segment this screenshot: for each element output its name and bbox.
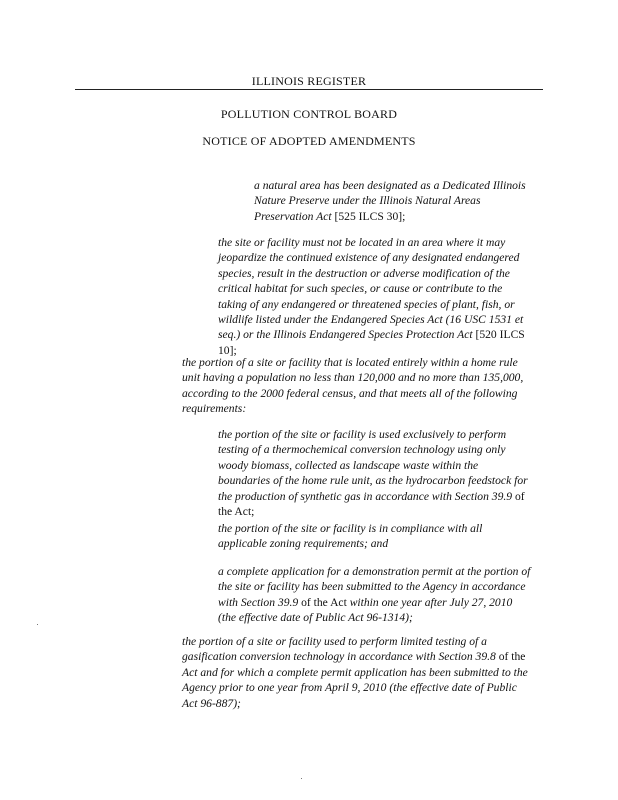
paragraph-zoning xyxy=(218,521,482,552)
text-run: the site or facility has been submitted to the Agency in accordance xyxy=(218,580,526,594)
text-run: unit having a population no less than 120,000 and no more than 135,000, xyxy=(182,371,524,385)
text-run: seq.) or the Illinois Endangered Species Protection Act xyxy=(218,328,473,342)
text-run: Act and for which a complete permit application has been submitted to the xyxy=(182,665,528,679)
text-line xyxy=(218,327,525,342)
text-line xyxy=(218,504,528,519)
text-line xyxy=(254,178,526,193)
text-line xyxy=(218,564,530,579)
register-title: ILLINOIS REGISTER xyxy=(251,74,367,88)
text-line xyxy=(218,473,528,488)
text-run: 10]; xyxy=(218,343,237,357)
text-line xyxy=(182,665,528,680)
text-line xyxy=(218,521,482,536)
text-run: within one year after July 27, 2010 xyxy=(349,595,513,609)
notice-title: NOTICE OF ADOPTED AMENDMENTS xyxy=(202,134,416,148)
text-run: of the Act xyxy=(298,595,350,609)
text-run: the portion of the site or facility is used exclusively to perform xyxy=(218,428,507,441)
text-line xyxy=(182,386,523,401)
paragraph-gasification xyxy=(182,634,528,711)
text-run: applicable zoning requirements; and xyxy=(218,537,389,551)
text-line xyxy=(182,634,528,649)
paragraph-home-rule-unit xyxy=(182,355,523,417)
paragraph-demonstration-permit xyxy=(218,564,530,626)
text-run: the portion of the site or facility is in compliance with all xyxy=(218,522,483,535)
text-run: jeopardize the continued existence of any designated endangered xyxy=(218,251,520,265)
text-line xyxy=(218,536,482,551)
text-line xyxy=(218,442,528,457)
header-rule xyxy=(75,89,543,90)
text-run: the portion of a site or facility used to perform limited testing of a xyxy=(182,635,487,648)
text-run: of xyxy=(512,489,525,503)
text-run: according to the 2000 federal census, and that meets all of the following xyxy=(182,386,518,400)
text-line xyxy=(182,370,523,385)
text-line xyxy=(218,235,525,250)
text-line xyxy=(182,696,528,711)
text-line xyxy=(218,489,528,504)
text-run: boundaries of the home rule unit, as the hydrocarbon feedstock for xyxy=(218,474,528,488)
text-run: of the xyxy=(495,650,526,664)
scan-speck xyxy=(301,778,302,779)
text-line xyxy=(218,610,530,625)
text-run: Preservation Act xyxy=(254,209,332,223)
text-run: Nature Preserve under the Illinois Natural Areas xyxy=(254,194,481,208)
text-line xyxy=(218,281,525,296)
text-line xyxy=(218,312,525,327)
text-run: taking of any endangered or threatened species of plant, fish, or xyxy=(218,297,515,311)
text-run: [525 ILCS 30]; xyxy=(331,209,406,223)
text-run: critical habitat for such species, or cause or contribute to the xyxy=(218,282,503,296)
text-line xyxy=(182,355,523,370)
text-run: Act 96-887); xyxy=(182,696,241,710)
text-run: with Section 39.9 xyxy=(218,595,299,609)
scan-speck xyxy=(37,624,38,625)
text-run: species, result in the destruction or adverse modification of the xyxy=(218,266,510,280)
text-run: woody biomass, collected as landscape waste within the xyxy=(218,458,479,472)
text-line xyxy=(218,427,528,442)
text-run: the site or facility must not be located in an area where it may xyxy=(218,236,506,249)
text-line xyxy=(254,209,526,224)
paragraph-woody-biomass xyxy=(218,427,528,519)
text-run: the Act; xyxy=(218,505,255,519)
text-line xyxy=(182,649,528,664)
text-line xyxy=(218,266,525,281)
text-run: the portion of a site or facility that is located entirely within a home rule xyxy=(182,356,518,369)
text-run: the production of synthetic gas in accordance with Section 39.9 xyxy=(218,489,513,503)
text-line xyxy=(218,458,528,473)
text-run: testing of a thermochemical conversion technology using only xyxy=(218,443,506,457)
text-line xyxy=(218,250,525,265)
text-line xyxy=(254,193,526,208)
text-run: requirements: xyxy=(182,402,247,416)
paragraph-endangered-species xyxy=(218,235,525,358)
text-line xyxy=(182,401,523,416)
text-run: Agency prior to one year from April 9, 2010 (the effective date of Public xyxy=(182,681,517,695)
text-line xyxy=(218,579,530,594)
text-run: [520 ILCS xyxy=(472,328,525,342)
text-run: (the effective date of Public Act 96-1314); xyxy=(218,611,413,625)
paragraph-nature-preserve xyxy=(254,178,526,224)
text-run: wildlife listed under the Endangered Species Act (16 USC 1531 et xyxy=(218,313,524,327)
text-run: gasification conversion technology in accordance with Section 39.8 xyxy=(182,650,496,664)
text-line xyxy=(218,595,530,610)
text-run: a complete application for a demonstration permit at the portion of xyxy=(218,565,531,578)
text-line xyxy=(218,297,525,312)
text-run: a natural area has been designated as a Dedicated Illinois xyxy=(254,179,526,192)
board-title: POLLUTION CONTROL BOARD xyxy=(220,107,398,121)
text-line xyxy=(182,680,528,695)
